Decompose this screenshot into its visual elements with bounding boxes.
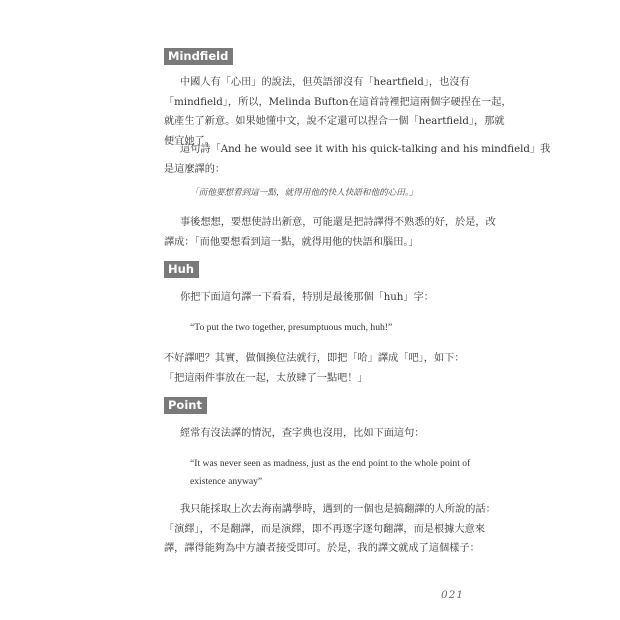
text-line: 就產生了新意。如果她懂中文，說不定還可以捏合一個「heartfield」，那就 <box>164 116 505 127</box>
text-line: 譯，譯得能夠為中方讀者接受即可。於是，我的譯文就成了這個樣子： <box>164 543 480 554</box>
section-heading-point: Point <box>164 397 207 414</box>
text-line: 「把這兩件事放在一起，太放肆了一點吧！」 <box>164 372 368 384</box>
point-quote <box>190 455 485 491</box>
text-line: 便宜她了。 <box>164 135 215 147</box>
mindfield-paragraph-2 <box>164 140 551 179</box>
text-line: 事後想想，要想使詩出新意，可能還是把詩譯得不熟悉的好，於是，改 <box>180 217 496 228</box>
quote-line: “It was never seen as madness, just as the end point to the whole point of <box>190 458 471 469</box>
text-line: 我只能採取上次去海南講學時，遇到的一個也是搞翻譯的人所說的話： <box>180 504 496 515</box>
text-line: 是這麼譯的： <box>164 163 226 175</box>
text-line: 不好譯吧？其實，做個換位法就行，即把「哈」譯成「吧」，如下： <box>164 353 465 364</box>
text-line: 譯成：「而他要想看到這一點，就得用他的快語和腦田。」 <box>164 236 419 248</box>
page-number: 021 <box>441 589 465 601</box>
quote-line: existence anyway” <box>190 476 263 487</box>
section-heading-mindfield: Mindfield <box>164 48 233 65</box>
text-line: 「演繹」，不是翻譯，而是演繹，即不再逐字逐句翻譯，而是根據大意來 <box>164 523 485 535</box>
text-line: 「mindfield」，所以，Melinda Bufton在這首詩裡把這兩個字硬捏在一起， <box>164 96 512 108</box>
text-line: 經常有沒法譯的情況，查字典也沒用，比如下面這句： <box>180 428 425 439</box>
mindfield-quote: 「而他要想看到這一點，就得用他的快人快語和他的心田。」 <box>190 188 418 198</box>
huh-quote: “To put the two together, presumptuous much, huh!” <box>190 322 393 333</box>
point-paragraph-1 <box>164 424 477 444</box>
huh-paragraph-2 <box>164 349 477 388</box>
text-line: 你把下面這句譯一下看看，特別是最後那個「huh」字： <box>180 292 434 303</box>
text-line: 這句詩「And he would see it with his quick-talking and his mindfield」我 <box>180 144 551 155</box>
mindfield-paragraph-3 <box>164 213 496 252</box>
huh-paragraph-1 <box>164 288 477 308</box>
section-heading-huh: Huh <box>164 261 199 278</box>
text-line: 中國人有「心田」的說法，但英語卻沒有「heartfield」，也沒有 <box>180 77 470 88</box>
point-paragraph-2 <box>164 500 496 559</box>
